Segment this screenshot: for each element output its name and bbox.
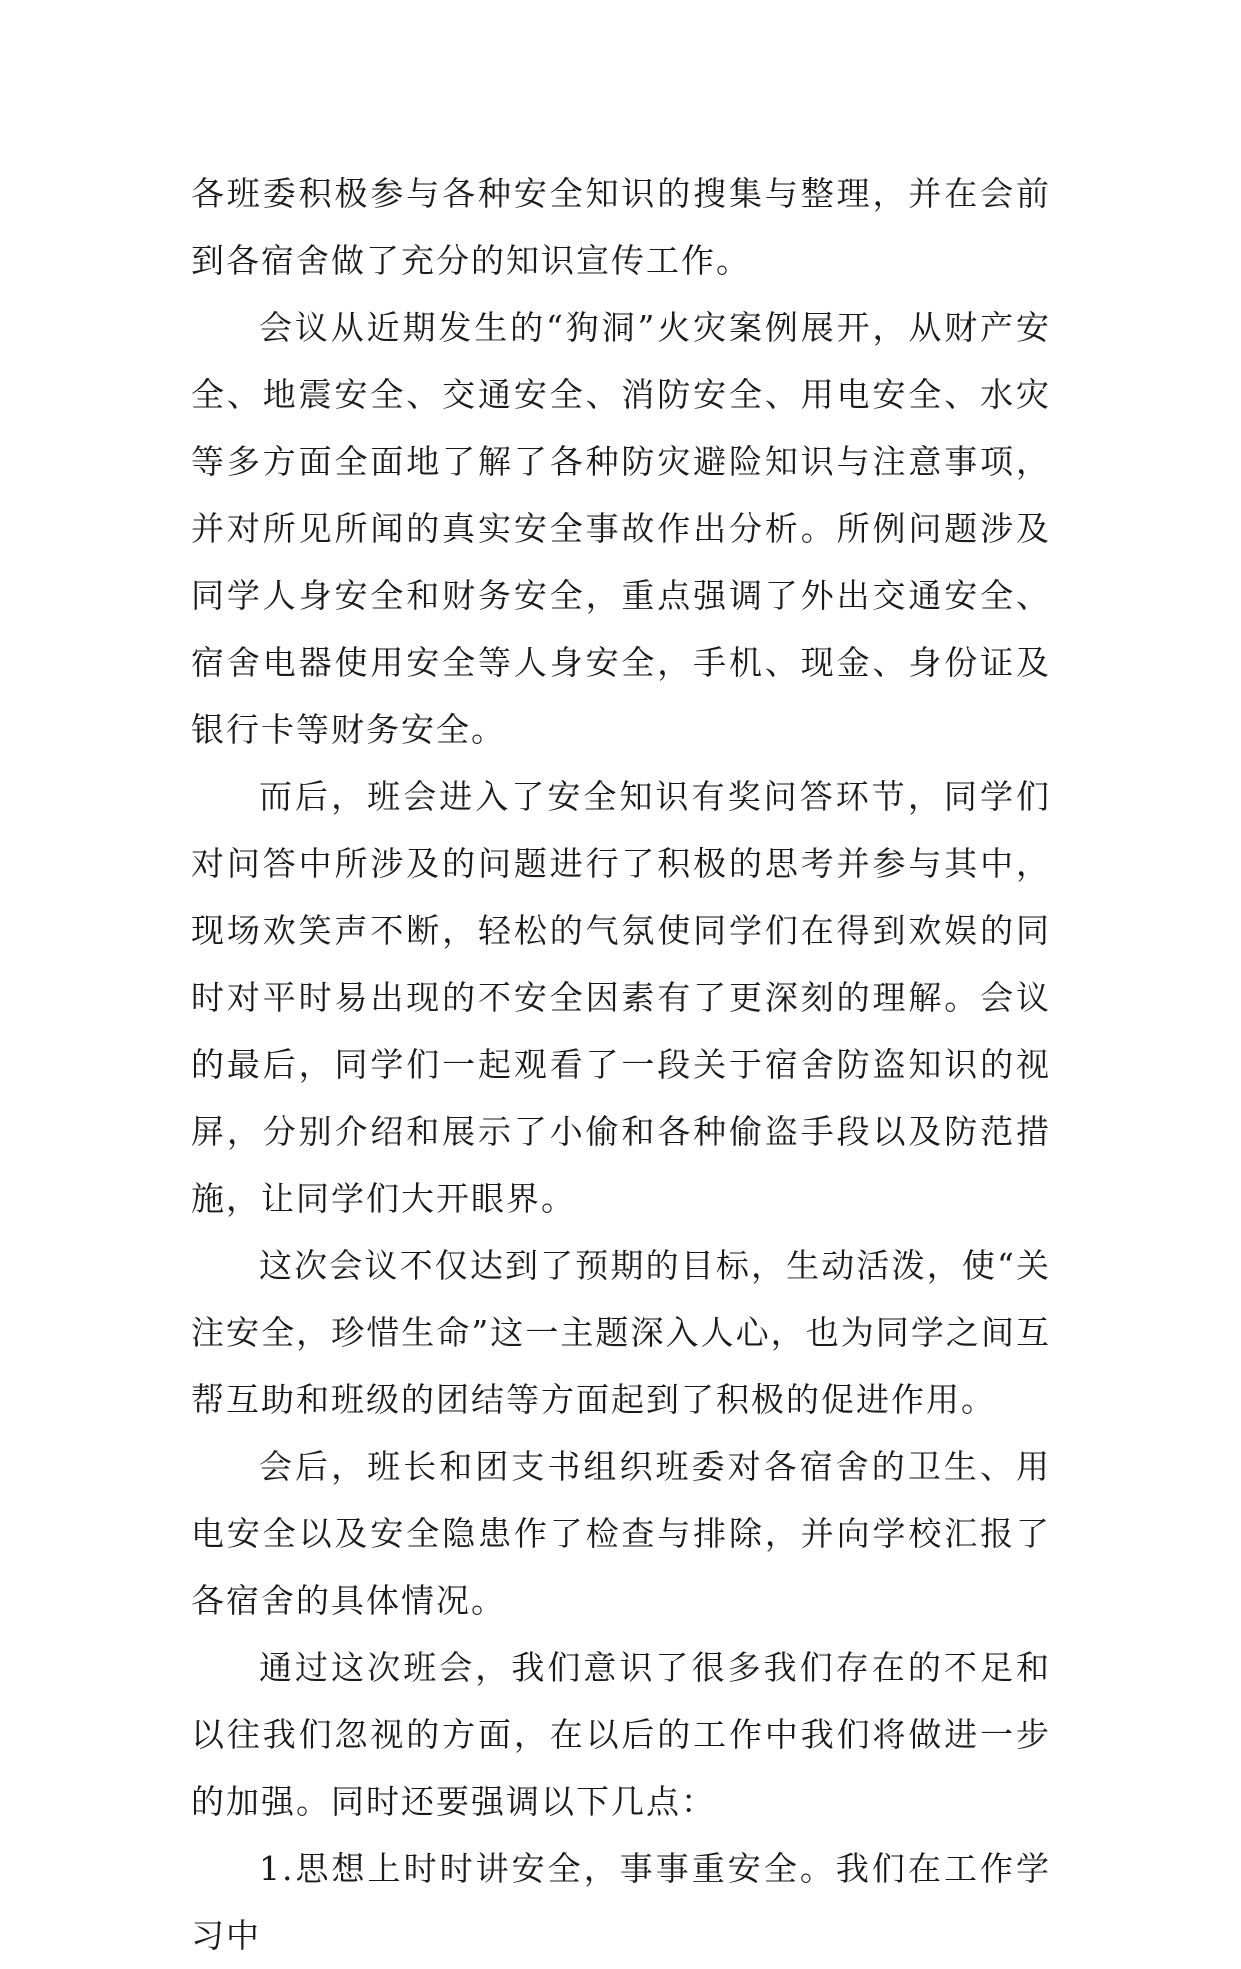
paragraph-point-1: 1.思想上时时讲安全，事事重安全。我们在工作学习中 (191, 1849, 1051, 1955)
paragraph-dorm-inspection: 会后，班长和团支书组织班委对各宿舍的卫生、用电安全以及安全隐患作了检查与排除，并向学校汇报了各宿舍的具体情况。 (191, 1447, 1051, 1620)
paragraph-quiz-session: 而后，班会进入了安全知识有奖问答环节，同学们对问答中所涉及的问题进行了积极的思考并参与其中，现场欢笑声不断，轻松的气氛使同学们在得到欢娱的同时对平时易出现的不安全因素有了更深刻的理解。会议的最后，同学们一起观看了一段关于宿舍防盗知识的视屏，分别介绍和展示了小偷和各种偷盗手段以及防范措施，让同学们大开眼界。 (191, 777, 1051, 1218)
paragraph-continuation: 各班委积极参与各种安全知识的搜集与整理，并在会前到各宿舍做了充分的知识宣传工作。 (191, 174, 1051, 280)
document-body (191, 160, 1051, 1969)
paragraph-meeting-content: 会议从近期发生的“狗洞”火灾案例展开，从财产安全、地震安全、交通安全、消防安全、用电安全、水灾等多方面全面地了解了各种防灾避险知识与注意事项，并对所见所闻的真实安全事故作出分析。所例问题涉及同学人身安全和财务安全，重点强调了外出交通安全、宿舍电器使用安全等人身安全，手机、现金、身份证及银行卡等财务安全。 (191, 308, 1051, 749)
paragraph-reflection: 通过这次班会，我们意识了很多我们存在的不足和以往我们忽视的方面，在以后的工作中我们将做进一步的加强。同时还要强调以下几点： (191, 1648, 1051, 1821)
paragraph-meeting-result: 这次会议不仅达到了预期的目标，生动活泼，使“关注安全，珍惜生命”这一主题深入人心，也为同学之间互帮互助和班级的团结等方面起到了积极的促进作用。 (191, 1246, 1051, 1419)
